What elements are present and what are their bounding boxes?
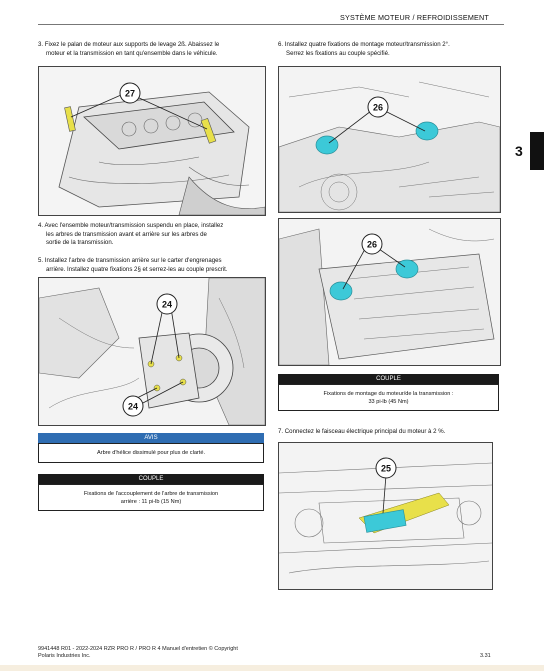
step-6-line-2: Serrez les fixations au couple spécifié. [286, 49, 390, 57]
footer-copyright [38, 646, 338, 660]
bottom-strip [0, 665, 544, 671]
torque-box-engine-mounts [278, 374, 499, 411]
figure-rear-driveshaft-coupling [38, 277, 266, 426]
step-4-line-1: 4. Avec l'ensemble moteur/transmission suspendu en place, installez [38, 222, 224, 229]
figure-engine-mounts-2-drawing [279, 219, 500, 365]
callout-24-top: 24 [161, 299, 173, 310]
figure-engine-mounts-1 [278, 66, 501, 213]
figure-wiring-harness-drawing [279, 443, 492, 589]
callout-24-bottom: 24 [127, 401, 139, 412]
header-rule [38, 24, 504, 25]
chapter-tab [530, 132, 544, 170]
torque-title-engine-mounts: COUPLE [278, 374, 499, 384]
torque-engine-mounts-line-2: 33 pi-lb (45 Nm) [368, 399, 409, 405]
figure-wiring-harness [278, 442, 493, 590]
callout-26-bottom: 26 [366, 239, 378, 250]
figure-engine-mounts-1-drawing [279, 67, 500, 212]
step-6-line-1: 6. Installez quatre fixations de montage moteur/transmission 2°. [278, 41, 450, 48]
step-5 [38, 257, 268, 274]
callout-27: 27 [124, 88, 136, 99]
torque-driveshaft-line-1: Fixations de l'accouplement de l'arbre de transmission [83, 491, 219, 497]
step-4-line-3: sortie de la transmission. [46, 239, 114, 247]
torque-body-driveshaft [38, 484, 264, 511]
step-3-line-2: moteur et la transmission en tant qu'ensemble dans le véhicule. [46, 49, 218, 57]
footer-line-1: 9941448 R01 - 2022-2024 RZR PRO R / PRO R 4 Manuel d'entretien © Copyright [38, 646, 238, 652]
step-4 [38, 222, 268, 248]
step-5-line-2: arrière. Installez quatre fixations 2§ et serrez-les au couple prescrit. [46, 265, 228, 273]
step-3-line-1: 3. Fixez le palan de moteur aux supports de levage 2ß. Abaissez le [38, 41, 220, 48]
figure-rear-driveshaft-coupling-drawing [39, 278, 265, 425]
chapter-tab-number: 3 [515, 143, 523, 159]
footer-line-2: Polaris Industries Inc. [38, 653, 91, 659]
step-7-line-1: 7. Connectez le faisceau électrique principal du moteur à 2 %. [278, 428, 446, 435]
running-header-title: SYSTÈME MOTEUR / REFROIDISSEMENT [340, 13, 489, 22]
step-7 [278, 428, 504, 437]
notice-box [38, 433, 264, 463]
torque-driveshaft-line-2: arrière : 11 pi-lb (15 Nm) [120, 499, 182, 505]
notice-title: AVIS [38, 433, 264, 443]
figure-engine-lift-brackets [38, 66, 266, 216]
step-3 [38, 41, 268, 58]
torque-box-driveshaft [38, 474, 264, 511]
torque-engine-mounts-line-1: Fixations de montage du moteur/de la transmission : [323, 391, 454, 397]
torque-body-engine-mounts [278, 384, 499, 411]
step-6 [278, 41, 504, 58]
torque-title-driveshaft: COUPLE [38, 474, 264, 484]
notice-text: Arbre d'hélice dissimulé pour plus de clarté. [38, 443, 264, 463]
figure-engine-mounts-2 [278, 218, 501, 366]
figure-engine-lift-brackets-drawing [39, 67, 265, 215]
step-5-line-1: 5. Installez l'arbre de transmission arrière sur le carter d'engrenages [38, 257, 222, 264]
page-number: 3.31 [480, 653, 491, 659]
callout-26-top: 26 [372, 102, 384, 113]
callout-25: 25 [380, 463, 392, 474]
step-4-line-2: les arbres de transmission avant et arrière sur les arbres de [46, 230, 207, 238]
